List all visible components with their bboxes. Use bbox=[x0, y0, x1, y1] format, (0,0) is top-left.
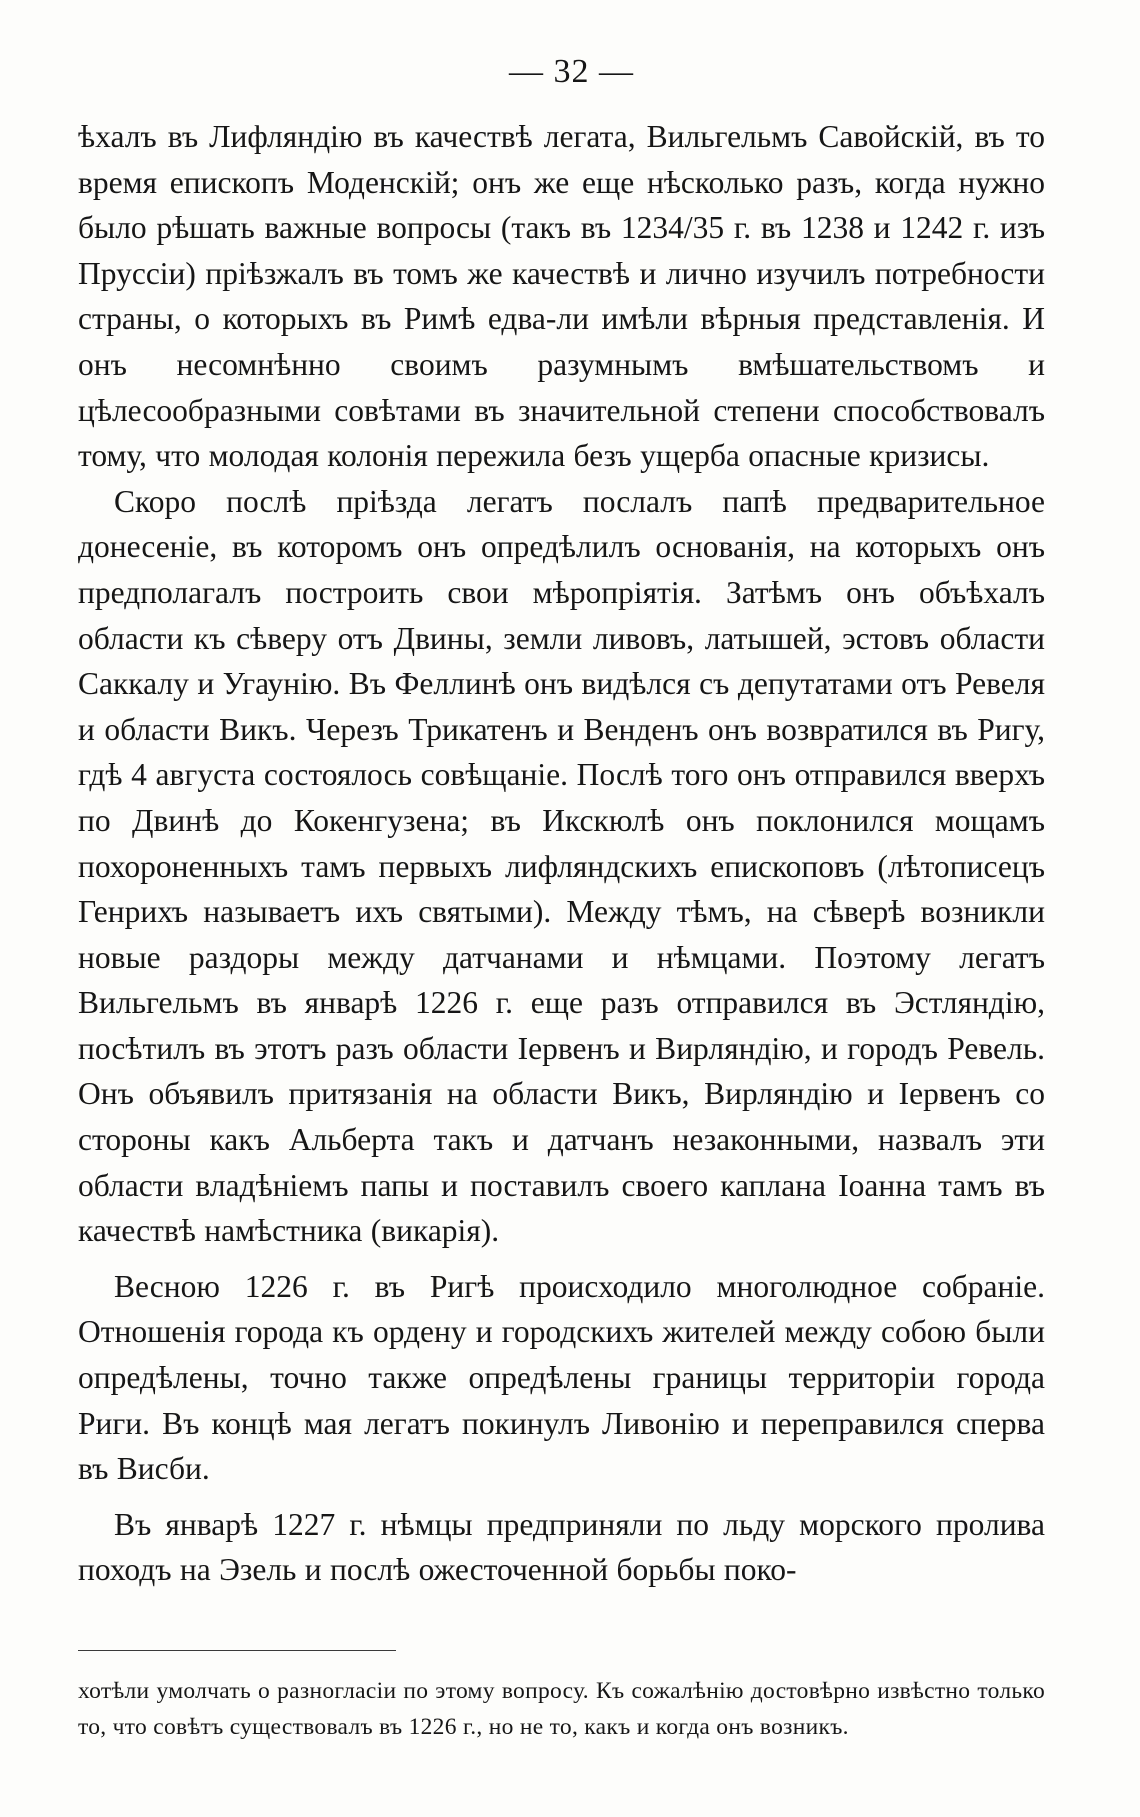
paragraph-riga-assembly: Весною 1226 г. въ Ригѣ происходило многолюдное собраніе. Отношенія города къ ордену и городскихъ жителей между собою были опредѣлены, точно также опредѣлены границы территоріи города Риги. Въ концѣ мая легатъ покинулъ Ливонію и переправился сперва въ Висби. bbox=[78, 1268, 1045, 1487]
footnote: хотѣли умолчать о разногласіи по этому вопросу. Къ сожалѣнію достовѣрно извѣстно только то, что совѣтъ существовалъ въ 1226 г., но не то, какъ и когда онъ возникъ. bbox=[78, 1678, 1045, 1740]
paragraph-continuation: ѣхалъ въ Лифляндію въ качествѣ легата, Вильгельмъ Савойскій, въ то время епископъ Моденскій; онъ же еще нѣсколько разъ, когда нужно было рѣшать важные вопросы (такъ въ 1234/35 г. въ 1238 и 1242 г. изъ Пруссіи) пріѣзжалъ въ томъ же качествѣ и лично изучилъ потребности страны, о которыхъ въ Римѣ едва-ли имѣли вѣрныя представленія. И онъ несомнѣнно своимъ разумнымъ вмѣшательствомъ и цѣлесообразными совѣтами въ значительной степени способствовалъ тому, что молодая колонія пережила безъ ущерба опасные кризисы. bbox=[78, 119, 1045, 474]
footnote-separator bbox=[78, 1650, 396, 1651]
paragraph-legate-report: Скоро послѣ пріѣзда легатъ послалъ папѣ предварительное донесеніе, въ которомъ онъ опредѣлилъ основанія, на которыхъ онъ предполагалъ построить свои мѣропріятія. Затѣмъ онъ объѣхалъ области къ сѣверу отъ Двины, земли ливовъ, латышей, эстовъ области Саккалу и Угаунію. Въ Феллинѣ онъ видѣлся съ депутатами отъ Ревеля и области Викъ. Черезъ Трикатенъ и Венденъ онъ возвратился въ Ригу, гдѣ 4 августа состоялось совѣщаніе. Послѣ того онъ отправился вверхъ по Двинѣ до Кокенгузена; въ Икскюлѣ онъ поклонился мощамъ похороненныхъ тамъ первыхъ лифляндскихъ епископовъ (лѣтописецъ Генрихъ называетъ ихъ святыми). Между тѣмъ, на сѣверѣ возникли новые раздоры между датчанами и нѣмцами. Поэтому легатъ Вильгельмъ въ январѣ 1226 г. еще разъ отправился въ Эстляндію, посѣтилъ въ этотъ разъ области Іервенъ и Вирляндію, и городъ Ревель. Онъ объявилъ притязанія на области Викъ, Вирляндію и Іервенъ со стороны какъ Альберта такъ и датчанъ незаконными, назвалъ эти области владѣніемъ папы и поставилъ своего каплана Іоанна тамъ въ качествѣ намѣстника (викарія). bbox=[78, 483, 1045, 1249]
paragraph-oesel-campaign: Въ январѣ 1227 г. нѣмцы предприняли по льду морского пролива походъ на Эзель и послѣ ожесточенной борьбы поко- bbox=[78, 1506, 1045, 1588]
main-text bbox=[78, 114, 1045, 1593]
page-number: — 32 — bbox=[509, 53, 634, 90]
